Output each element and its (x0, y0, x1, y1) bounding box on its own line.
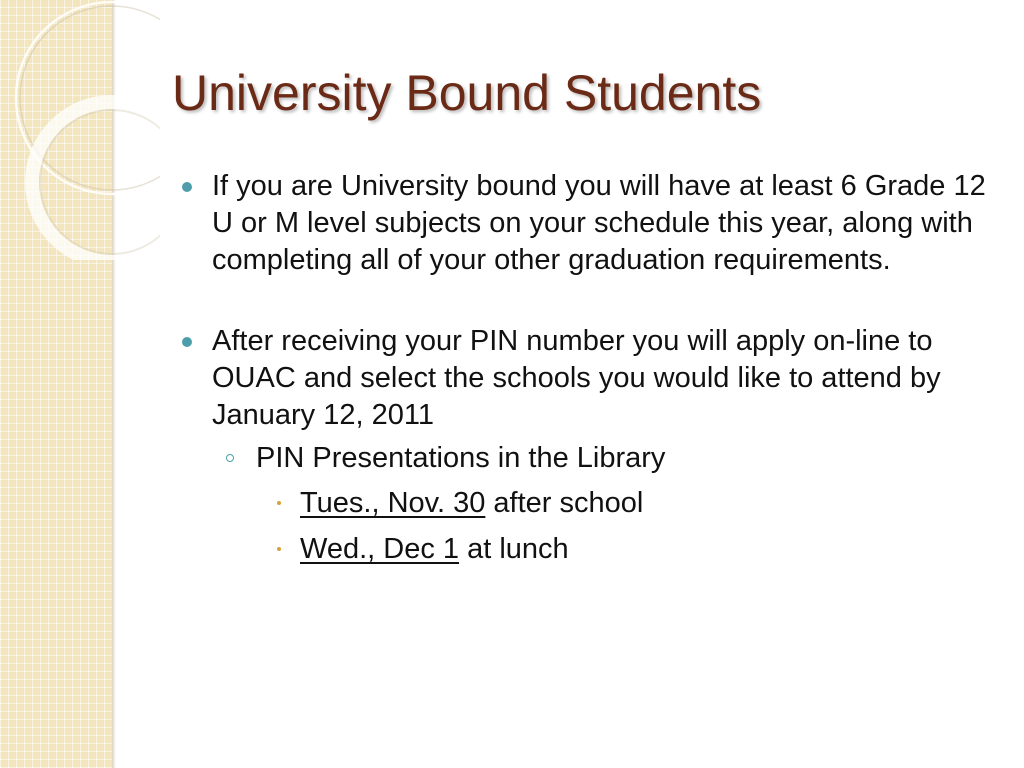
session-date: Tues., Nov. 30 (300, 487, 486, 519)
session-detail: after school (485, 487, 644, 519)
sub-bullet-text: PIN Presentations in the Library (256, 442, 666, 474)
bullet-item (180, 323, 1000, 434)
bullet-dot-icon (182, 337, 192, 347)
sub-bullet-item (180, 436, 1000, 480)
decorative-rings-icon (0, 0, 160, 260)
session-detail: at lunch (459, 533, 569, 565)
bullet-text: If you are University bound you will have at least 6 Grade 12 U or M level subjects on your schedule this year, along with completing all of your other graduation requirements. (212, 170, 986, 276)
bullet-text: After receiving your PIN number you will apply on-line to OUAC and select the schools you would like to attend by January 12, 2011 (212, 325, 941, 431)
bullet-small-dot-icon (277, 547, 281, 551)
slide-title: University Bound Students (172, 65, 762, 121)
session-date: Wed., Dec 1 (300, 533, 460, 565)
bullet-dot-icon (182, 182, 192, 192)
session-item (180, 480, 1000, 526)
bullet-small-dot-icon (277, 501, 281, 505)
bullet-item (180, 168, 1000, 279)
bullet-ring-icon (226, 454, 234, 462)
session-item (180, 526, 1000, 572)
slide-content (180, 168, 1000, 572)
